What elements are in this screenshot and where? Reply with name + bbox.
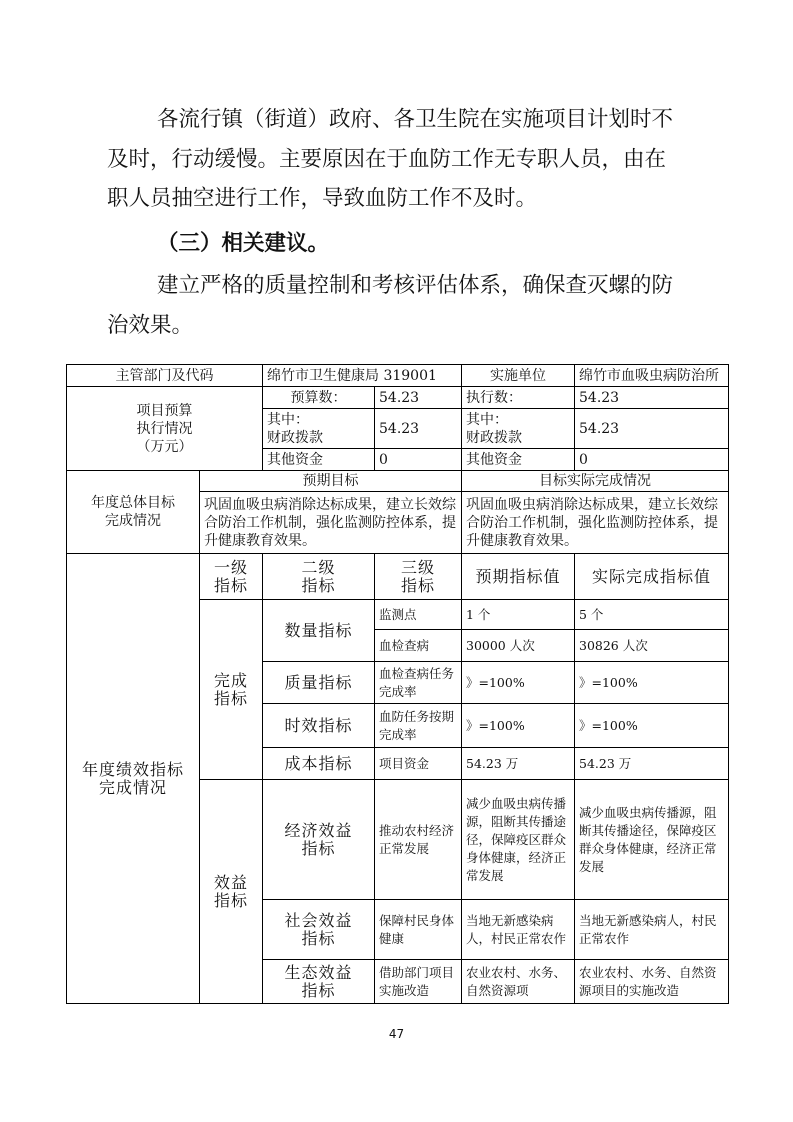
other-exec-label: 其他资金 <box>462 449 575 471</box>
performance-table <box>66 364 729 1004</box>
row-rate-actual: 》=100% <box>575 662 729 704</box>
budget-count-value: 54.23 <box>375 387 462 409</box>
row-blood-actual: 30826 人次 <box>575 630 729 662</box>
row-blood-expected: 30000 人次 <box>462 630 575 662</box>
annual-goal-label: 年度总体目标 完成情况 <box>67 471 200 554</box>
row-fund-name: 项目资金 <box>375 748 462 780</box>
row-monitor-name: 监测点 <box>375 600 462 630</box>
row-rate-expected: 》=100% <box>462 662 575 704</box>
cost-indicator-label: 成本指标 <box>263 748 375 780</box>
budget-count-label: 预算数： <box>263 387 375 409</box>
other-budget-value: 0 <box>375 449 462 471</box>
impl-value: 绵竹市血吸虫病防治所 <box>575 365 729 387</box>
row-econ-name: 推动农村经济正常发展 <box>375 780 462 900</box>
performance-label: 年度绩效指标 完成情况 <box>67 554 200 1004</box>
row-monitor-actual: 5 个 <box>575 600 729 630</box>
timeliness-indicator-label: 时效指标 <box>263 704 375 748</box>
fiscal-budget-value: 54.23 <box>375 409 462 449</box>
row-eco-expected: 农业农村、水务、自然资源项 <box>462 960 575 1004</box>
header-level1: 一级 指标 <box>200 554 263 600</box>
dept-value: 绵竹市卫生健康局 319001 <box>263 365 462 387</box>
row-fund-expected: 54.23 万 <box>462 748 575 780</box>
row-eco-name: 借助部门项目实施改造 <box>375 960 462 1004</box>
fiscal-exec-value: 54.23 <box>575 409 729 449</box>
header-expected: 预期指标值 <box>462 554 575 600</box>
header-actual: 实际完成指标值 <box>575 554 729 600</box>
row-fund-actual: 54.23 万 <box>575 748 729 780</box>
eco-benefit-label: 生态效益 指标 <box>263 960 375 1004</box>
exec-count-label: 执行数： <box>462 387 575 409</box>
actual-goal-header: 目标实际完成情况 <box>462 471 729 492</box>
row-task-expected: 》=100% <box>462 704 575 748</box>
quality-indicator-label: 质量指标 <box>263 662 375 704</box>
economic-benefit-label: 经济效益 指标 <box>263 780 375 900</box>
row-social-expected: 当地无新感染病人，村民正常农作 <box>462 900 575 960</box>
row-eco-actual: 农业农村、水务、自然资源项目的实施改造 <box>575 960 729 1004</box>
completion-indicator-label: 完成 指标 <box>200 600 263 780</box>
benefit-indicator-label: 效益 指标 <box>200 780 263 1004</box>
quantity-indicator-label: 数量指标 <box>263 600 375 662</box>
other-exec-value: 0 <box>575 449 729 471</box>
header-level2: 二级 指标 <box>263 554 375 600</box>
row-monitor-expected: 1 个 <box>462 600 575 630</box>
budget-label: 项目预算 执行情况 （万元） <box>67 387 263 471</box>
row-econ-expected: 减少血吸虫病传播源，阻断其传播途径，保障疫区群众身体健康，经济正常发展 <box>462 780 575 900</box>
paragraph-delay-reason: 各流行镇（街道）政府、各卫生院在实施项目计划时不及时，行动缓慢。主要原因在于血防工作无专职人员，由在职人员抽空进行工作，导致血防工作不及时。 <box>107 107 674 211</box>
row-task-name: 血防任务按期完成率 <box>375 704 462 748</box>
dept-label: 主管部门及代码 <box>67 365 263 387</box>
row-task-actual: 》=100% <box>575 704 729 748</box>
page-number: 47 <box>388 1027 405 1041</box>
exec-count-value: 54.23 <box>575 387 729 409</box>
expected-goal-header: 预期目标 <box>200 471 462 492</box>
actual-goal-text: 巩固血吸虫病消除达标成果，建立长效综合防治工作机制，强化监测防控体系，提升健康教育效果。 <box>462 492 729 554</box>
impl-label: 实施单位 <box>462 365 575 387</box>
row-econ-actual: 减少血吸虫病传播源，阻断其传播途径，保障疫区群众身体健康，经济正常发展 <box>575 780 729 900</box>
other-funds-label: 其他资金 <box>263 449 375 471</box>
row-social-name: 保障村民身体健康 <box>375 900 462 960</box>
paragraph-suggestion: 建立严格的质量控制和考核评估体系，确保查灭螺的防治效果。 <box>107 273 674 338</box>
fiscal-label: 其中： 财政拨款 <box>263 409 375 449</box>
section-heading-suggestions: （三）相关建议。 <box>157 231 330 256</box>
row-social-actual: 当地无新感染病人，村民正常农作 <box>575 900 729 960</box>
row-blood-name: 血检查病 <box>375 630 462 662</box>
expected-goal-text: 巩固血吸虫病消除达标成果，建立长效综合防治工作机制，强化监测防控体系，提升健康教育效果。 <box>200 492 462 554</box>
social-benefit-label: 社会效益 指标 <box>263 900 375 960</box>
header-level3: 三级 指标 <box>375 554 462 600</box>
fiscal-exec-label: 其中： 财政拨款 <box>462 409 575 449</box>
row-rate-name: 血检查病任务完成率 <box>375 662 462 704</box>
